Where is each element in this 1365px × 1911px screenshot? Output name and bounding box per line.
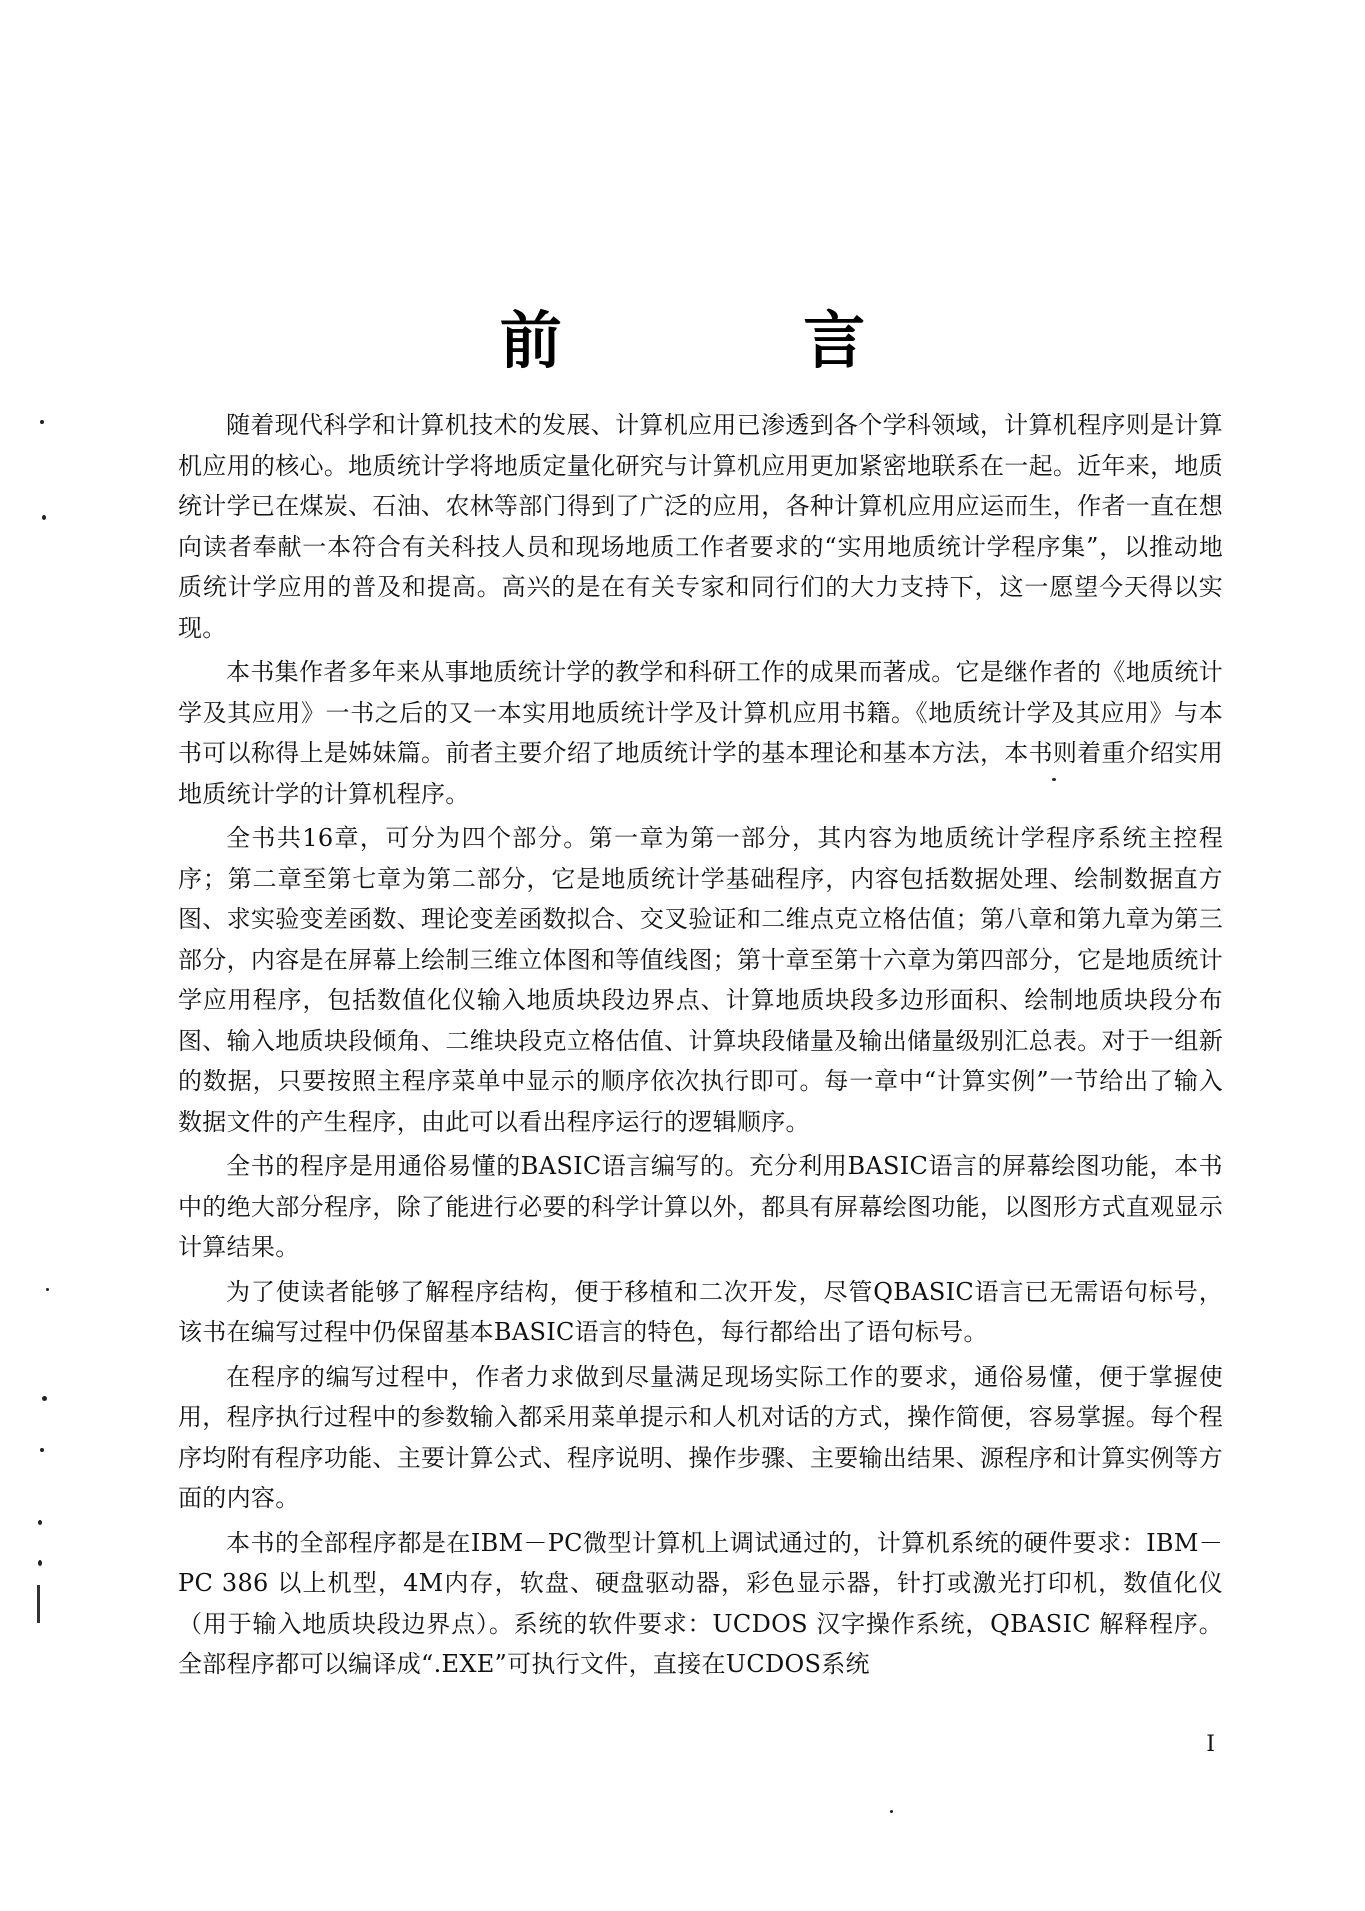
scan-speck <box>38 1560 42 1566</box>
scan-speck <box>40 420 44 424</box>
paragraph: 为了使读者能够了解程序结构，便于移植和二次开发，尽管QBASIC语言已无需语句标号，该书在编写过程中仍保留基本BASIC语言的特色，每行都给出了语句标号。 <box>178 1277 1223 1346</box>
paragraph: 本书集作者多年来从事地质统计学的教学和科研工作的成果而著成。它是继作者的《地质统计学及其应用》一书之后的又一本实用地质统计学及计算机应用书籍。《地质统计学及其应用》与本书可以称得上是姊妹篇。前者主要介绍了地质统计学的基本理论和基本方法，本书则着重介绍实用地质统计学的计算机程序。 <box>178 658 1223 808</box>
page-title: 前 言 <box>499 303 976 377</box>
paragraph: 本书的全部程序都是在IBM－PC微型计算机上调试通过的，计算机系统的硬件要求：IBM－PC 386 以上机型，4M内存，软盘、硬盘驱动器，彩色显示器，针打或激光打印机，数值化仪（用于输入地质块段边界点）。系统的软件要求：UCDOS 汉字操作系统，QBASIC 解释程序。全部程序都可以编译成“.EXE”可执行文件，直接在UCDOS系统 <box>178 1528 1223 1678</box>
scan-speck <box>46 1288 49 1291</box>
scan-speck <box>38 1520 42 1525</box>
scan-speck <box>1052 778 1056 781</box>
paragraph: 在程序的编写过程中，作者力求做到尽量满足现场实际工作的要求，通俗易懂，便于掌握使用，程序执行过程中的参数输入都采用菜单提示和人机对话的方式，操作简便，容易掌握。每个程序均附有程序功能、主要计算公式、程序说明、操作步骤、主要输出结果、源程序和计算实例等方面的内容。 <box>178 1362 1223 1512</box>
paragraph: 全书共16章，可分为四个部分。第一章为第一部分，其内容为地质统计学程序系统主控程序；第二章至第七章为第二部分，它是地质统计学基础程序，内容包括数据处理、绘制数据直方图、求实验变差函数、理论变差函数拟合、交叉验证和二维点克立格估值；第八章和第九章为第三部分，内容是在屏幕上绘制三维立体图和等值线图；第十章至第十六章为第四部分，它是地质统计学应用程序，包括数值化仪输入地质块段边界点、计算地质块段多边形面积、绘制地质块段分布图、输入地质块段倾角、二维块段克立格估值、计算块段储量及输出储量级别汇总表。对于一组新的数据，只要按照主程序菜单中显示的顺序依次执行即可。每一章中“计算实例”一节给出了输入数据文件的产生程序，由此可以看出程序运行的逻辑顺序。 <box>178 824 1223 1136</box>
page-number: I <box>1206 1732 1215 1757</box>
scan-speck <box>42 1396 47 1401</box>
scan-speck <box>890 1810 893 1813</box>
preface-body <box>178 405 1223 1689</box>
scan-speck <box>42 515 46 520</box>
scan-speck <box>40 1448 44 1452</box>
scan-mark <box>37 1585 40 1623</box>
paragraph: 全书的程序是用通俗易懂的BASIC语言编写的。充分利用BASIC语言的屏幕绘图功能，本书中的绝大部分程序，除了能进行必要的科学计算以外，都具有屏幕绘图功能，以图形方式直观显示计算结果。 <box>178 1152 1223 1261</box>
paragraph: 随着现代科学和计算机技术的发展、计算机应用已渗透到各个学科领域，计算机程序则是计算机应用的核心。地质统计学将地质定量化研究与计算机应用更加紧密地联系在一起。近年来，地质统计学已在煤炭、石油、农林等部门得到了广泛的应用，各种计算机应用应运而生，作者一直在想向读者奉献一本符合有关科技人员和现场地质工作者要求的“实用地质统计学程序集”，以推动地质统计学应用的普及和提高。高兴的是在有关专家和同行们的大力支持下，这一愿望今天得以实现。 <box>178 411 1223 642</box>
